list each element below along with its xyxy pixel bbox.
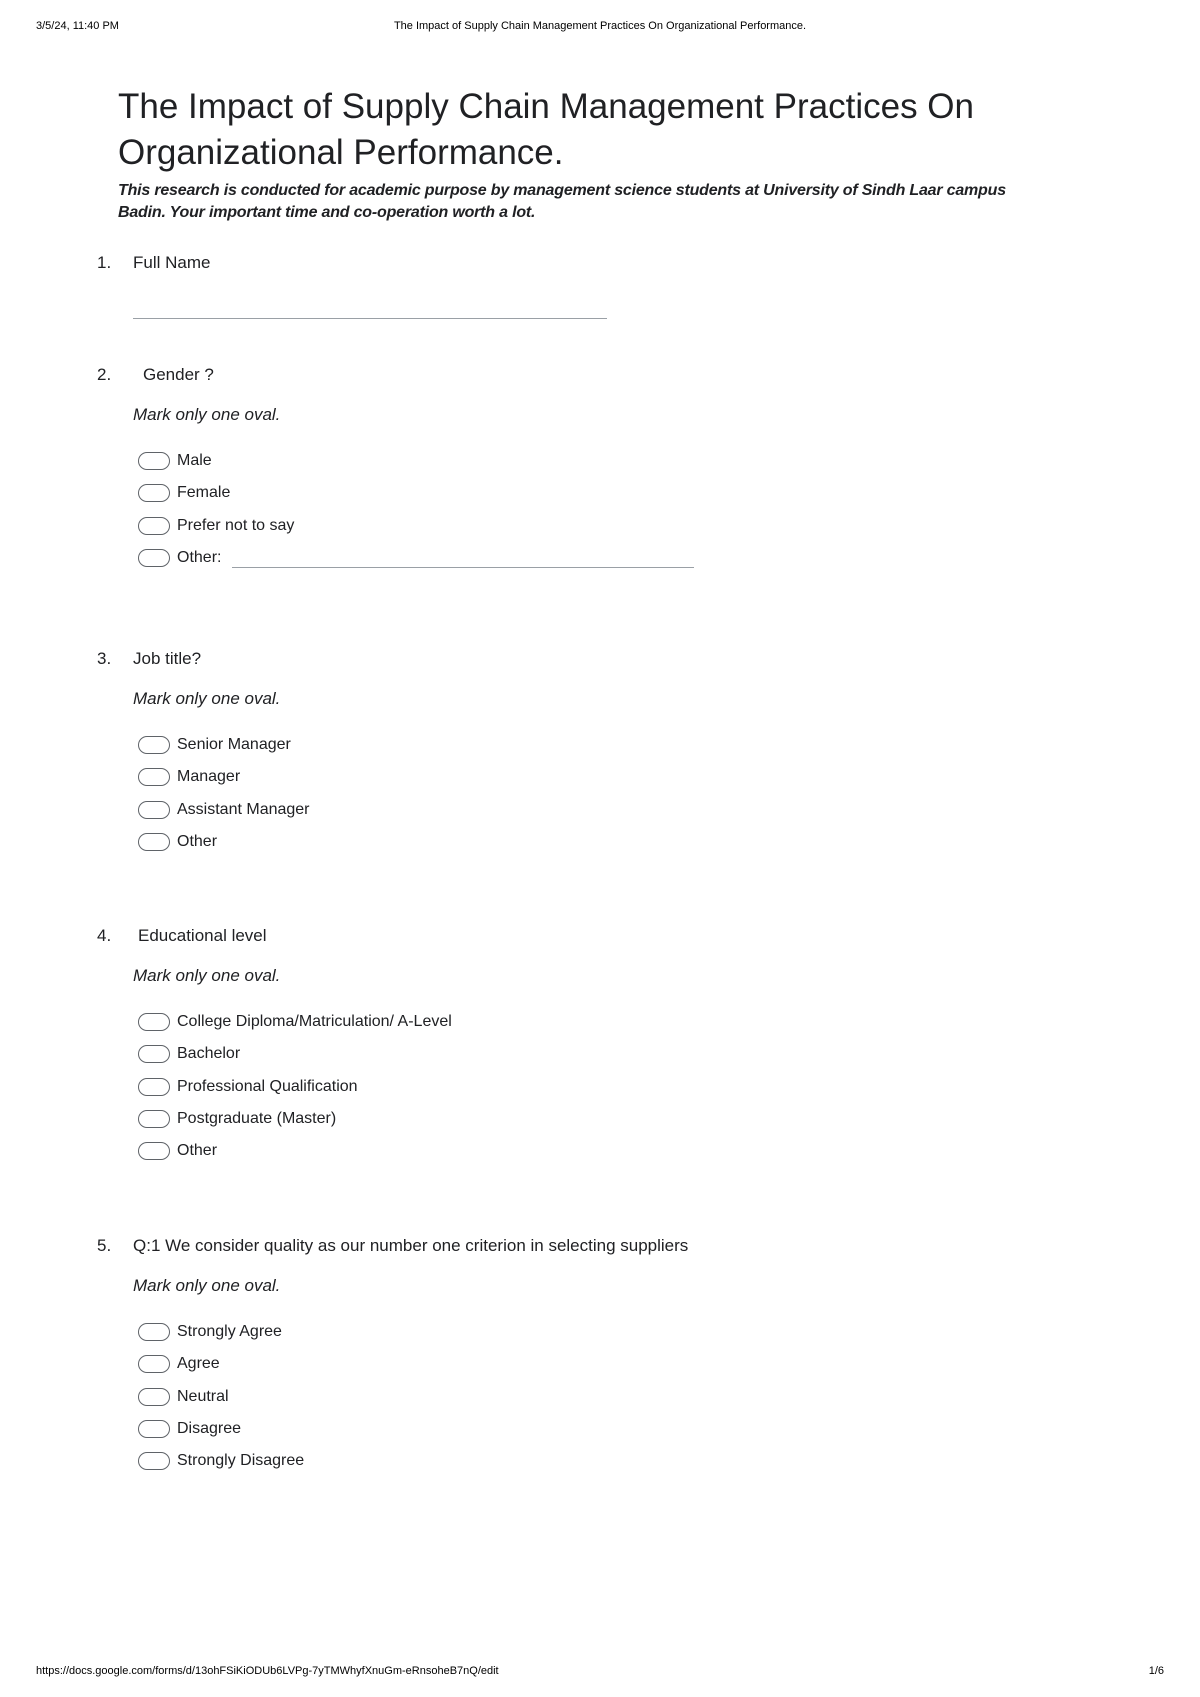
option-label: Neutral (177, 1387, 229, 1405)
question-number: 1. (97, 253, 112, 272)
radio-oval[interactable] (138, 833, 170, 851)
option-bachelor[interactable] (138, 1038, 452, 1070)
option-label: Professional Qualification (177, 1077, 358, 1095)
option-other[interactable] (138, 826, 310, 858)
option-other[interactable] (138, 542, 694, 574)
option-label: Strongly Disagree (177, 1452, 305, 1470)
form-description: This research is conducted for academic purpose by management science students at University of Sindh Laar campus Badin. Your important time and co-operation worth a lot. (118, 182, 1006, 221)
radio-oval[interactable] (138, 1355, 170, 1373)
radio-oval[interactable] (138, 1142, 170, 1160)
radio-oval[interactable] (138, 1045, 170, 1063)
question-number: 4. (97, 926, 112, 945)
full-name-answer-field[interactable] (133, 318, 607, 319)
radio-oval[interactable] (138, 1013, 170, 1031)
form-title-line-2: Organizational Performance. (118, 133, 564, 172)
option-neutral[interactable] (138, 1381, 304, 1413)
question-title: Educational level (138, 926, 267, 945)
option-disagree[interactable] (138, 1413, 304, 1445)
option-label: Bachelor (177, 1045, 241, 1063)
question-title: Full Name (133, 253, 211, 272)
option-manager[interactable] (138, 761, 310, 793)
option-list (138, 1316, 304, 1477)
radio-oval[interactable] (138, 768, 170, 786)
question-hint: Mark only one oval. (133, 966, 281, 985)
option-label: Prefer not to say (177, 516, 295, 534)
question-title: Gender ? (143, 365, 214, 384)
option-label: College Diploma/Matriculation/ A-Level (177, 1013, 452, 1031)
question-number: 2. (97, 365, 112, 384)
option-strongly-agree[interactable] (138, 1316, 304, 1348)
radio-oval[interactable] (138, 484, 170, 502)
option-label: Male (177, 452, 212, 470)
option-label: Strongly Agree (177, 1323, 282, 1341)
print-header (36, 20, 1164, 36)
question-title: Job title? (133, 649, 202, 668)
form-title-line-1: The Impact of Supply Chain Management Practices On (118, 87, 974, 126)
option-assistant-manager[interactable] (138, 794, 310, 826)
question-number: 3. (97, 649, 112, 668)
question-number: 5. (97, 1236, 112, 1255)
option-other[interactable] (138, 1135, 452, 1167)
option-male[interactable] (138, 445, 694, 477)
other-text-field[interactable] (232, 549, 694, 568)
option-label: Disagree (177, 1420, 242, 1438)
print-datetime: 3/5/24, 11:40 PM (36, 20, 119, 32)
option-label: Postgraduate (Master) (177, 1110, 337, 1128)
question-title: Q:1 We consider quality as our number one criterion in selecting suppliers (133, 1236, 689, 1255)
option-list (138, 729, 310, 858)
radio-oval[interactable] (138, 1110, 170, 1128)
option-postgraduate[interactable] (138, 1103, 452, 1135)
option-label: Assistant Manager (177, 800, 310, 818)
radio-oval[interactable] (138, 801, 170, 819)
radio-oval[interactable] (138, 517, 170, 535)
option-label: Manager (177, 768, 241, 786)
radio-oval[interactable] (138, 1388, 170, 1406)
option-label: Agree (177, 1355, 220, 1373)
option-professional-qualification[interactable] (138, 1071, 452, 1103)
form-title (118, 84, 1038, 176)
option-prefer-not-to-say[interactable] (138, 510, 694, 542)
option-list (138, 1006, 452, 1167)
radio-oval[interactable] (138, 1452, 170, 1470)
radio-oval[interactable] (138, 1323, 170, 1341)
print-page-number: 1/6 (1148, 1665, 1164, 1677)
radio-oval[interactable] (138, 1420, 170, 1438)
print-url: https://docs.google.com/forms/d/13ohFSiKiODUb6LVPg-7yTMWhyfXnuGm-eRnsoheB7nQ/edit (36, 1665, 499, 1677)
form-header (118, 84, 1038, 224)
question-hint: Mark only one oval. (133, 405, 281, 424)
option-senior-manager[interactable] (138, 729, 310, 761)
question-hint: Mark only one oval. (133, 689, 281, 708)
radio-oval[interactable] (138, 452, 170, 470)
option-strongly-disagree[interactable] (138, 1445, 304, 1477)
question-hint: Mark only one oval. (133, 1276, 281, 1295)
option-college-diploma[interactable] (138, 1006, 452, 1038)
radio-oval[interactable] (138, 549, 170, 567)
print-footer (36, 1665, 1164, 1681)
radio-oval[interactable] (138, 736, 170, 754)
radio-oval[interactable] (138, 1078, 170, 1096)
option-label: Other (177, 833, 218, 851)
option-list (138, 445, 694, 574)
option-label: Other (177, 1142, 218, 1160)
option-label: Senior Manager (177, 736, 291, 754)
option-label: Female (177, 484, 231, 502)
option-female[interactable] (138, 477, 694, 509)
print-page-title: The Impact of Supply Chain Management Practices On Organizational Performance. (393, 20, 807, 32)
option-agree[interactable] (138, 1348, 304, 1380)
option-label: Other: (177, 549, 222, 567)
